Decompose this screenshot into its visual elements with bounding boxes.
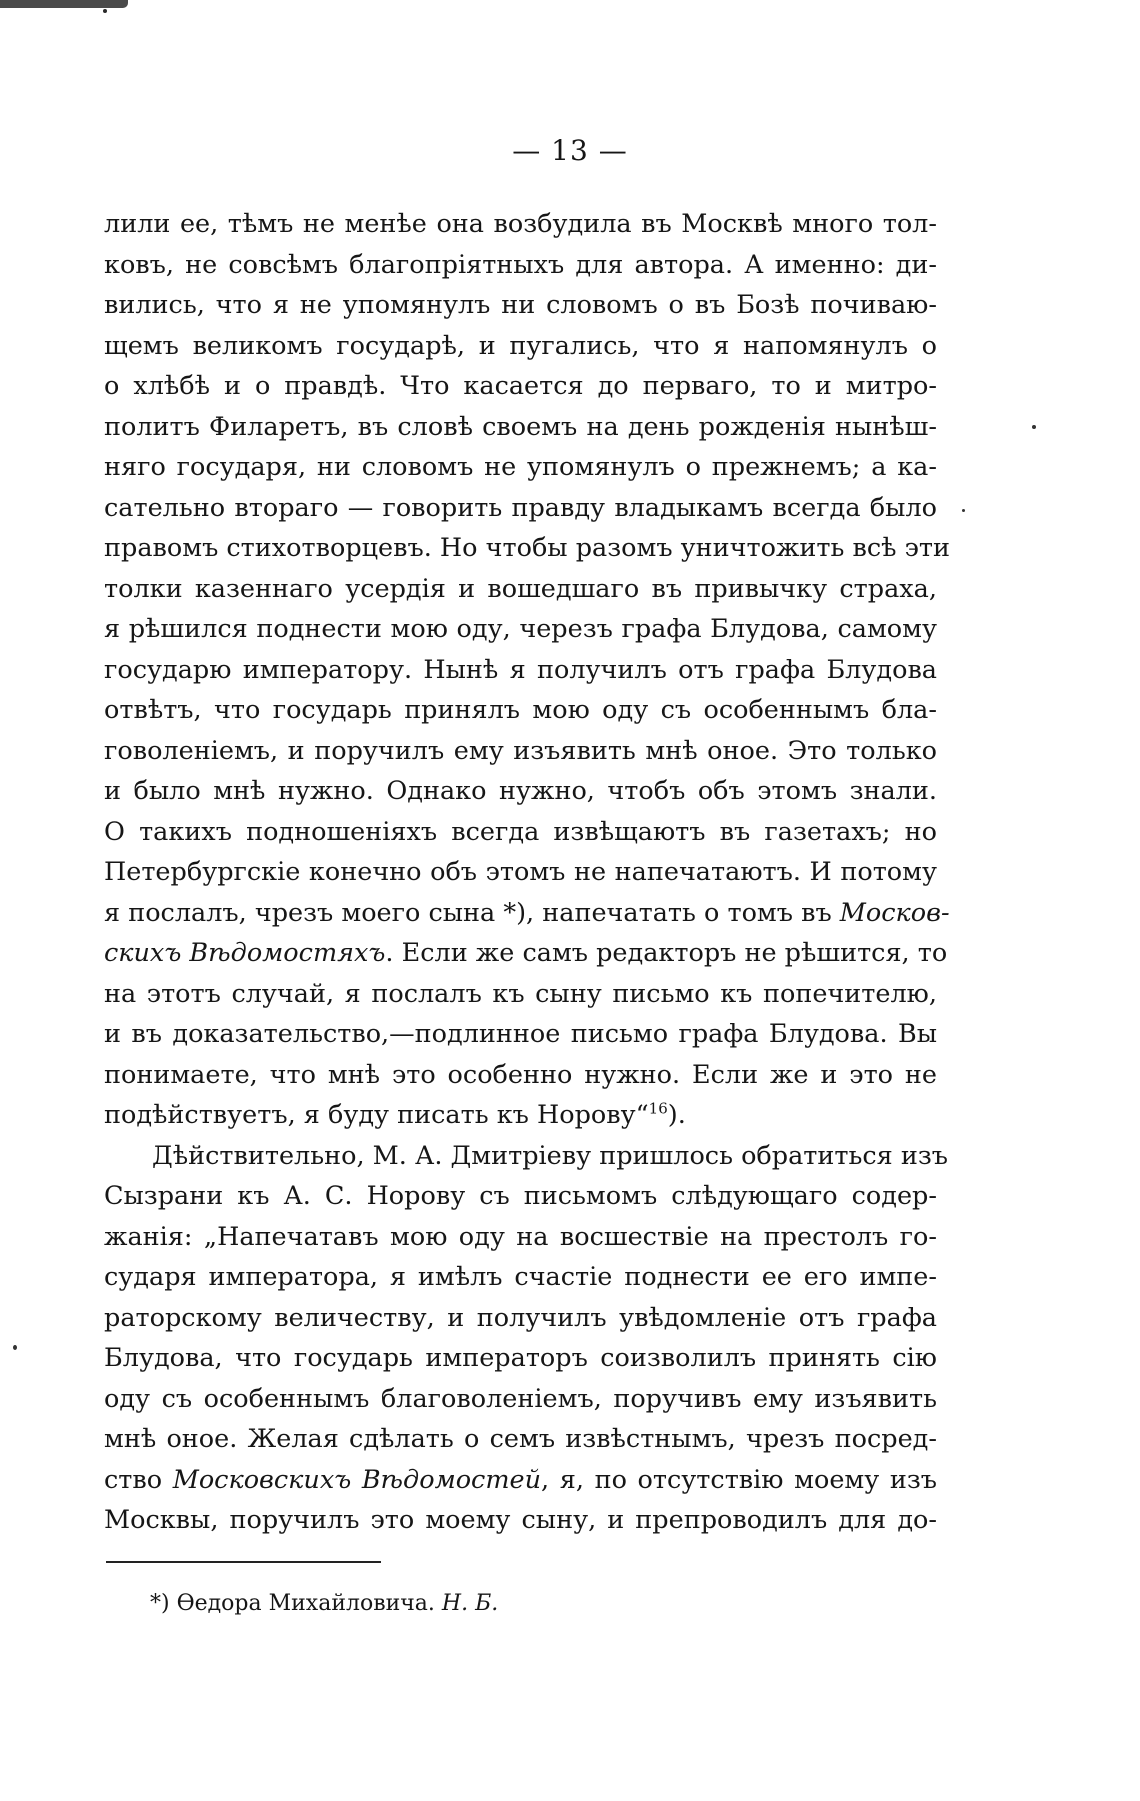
text-line: Сызрани къ А. С. Норову съ письмомъ слѣдующаго содер- [104,1181,937,1211]
text-line: на этотъ случай, я послалъ къ сыну письмо къ попечителю, [104,978,937,1009]
text-line: правомъ стихотворцевъ. Но чтобы разомъ уничтожить всѣ эти [104,533,951,563]
newspaper-title-italic: скихъ Вѣдомостяхъ [104,938,386,968]
text-run: я послалъ, чрезъ моего сына *), напечатать о томъ въ [104,897,840,928]
paragraph [104,1136,949,1541]
margin-speck [13,1345,17,1350]
text-line: государю императору. Нынѣ я получилъ отъ графа Блудова [104,654,937,685]
footnote-divider [106,1561,381,1563]
footnote-text: *) Ѳедора Михайловича. [150,1591,442,1616]
footnote-signature: Н. Б. [441,1591,499,1616]
footnote [150,1589,498,1619]
text-line: политъ Филаретъ, въ словѣ своемъ на день рожденія нынѣш- [104,411,937,442]
text-line: я рѣшился поднести мою оду, черезъ графа Блудова, самому [104,614,937,644]
text-line: о хлѣбѣ и о правдѣ. Что касается до перваго, то и митро- [104,371,937,401]
text-line: Блудова, что государь императоръ соизволилъ принять сію [104,1343,937,1373]
text-line [104,933,948,974]
text-run: . Если же самъ редакторъ не рѣшится, то [385,938,948,968]
note-reference: 16 [648,1099,668,1118]
margin-speck [1032,425,1036,429]
text-run: ство [104,1464,173,1495]
text-line: лили ее, тѣмъ не менѣе она возбудила въ Москвѣ много тол- [104,209,937,239]
paragraph [104,204,951,1136]
text-line: вились, что я не упомянулъ ни словомъ о въ Бозѣ почиваю- [104,290,937,320]
text-line [104,893,950,934]
text-line: сударя императора, я имѣлъ счастіе поднести ее его импе- [104,1262,937,1292]
text-line: щемъ великомъ государѣ, и пугались, что я напомянулъ о [104,330,937,361]
body-text [104,204,951,1541]
text-line: понимаете, что мнѣ это особенно нужно. Если же и это не [104,1059,937,1090]
text-line: и въ доказательство,—подлинное письмо графа Блудова. Вы [104,1019,937,1049]
text-run: подѣйствуетъ, я буду писать къ Норову“ [104,1100,649,1130]
text-line [104,1095,937,1136]
scan-edge-mark [0,0,128,8]
text-line: Москвы, поручилъ это моему сыну, и препроводилъ для до- [104,1505,937,1535]
text-line: говоленіемъ, и поручилъ ему изъявить мнѣ оное. Это только [104,735,937,766]
margin-speck [962,509,965,512]
newspaper-title-italic: Москов- [839,897,950,928]
text-line: и было мнѣ нужно. Однако нужно, чтобъ объ этомъ знали. [104,776,937,806]
text-line: толки казеннаго усердія и вошедшаго въ привычку страха, [104,573,937,604]
text-run: ). [667,1100,686,1130]
newspaper-title-italic: Московскихъ Вѣдомостей [172,1464,542,1495]
text-line [104,1460,937,1501]
text-line: раторскому величеству, и получилъ увѣдомленіе отъ графа [104,1302,937,1333]
text-line: Петербургскіе конечно объ этомъ не напечатаютъ. И потому [104,857,937,887]
text-line: отвѣтъ, что государь принялъ мою оду съ особеннымъ бла- [104,695,937,725]
text-run: , я, по отсутствію моему изъ [541,1464,937,1495]
page-number: — 13 — [512,134,628,167]
text-line: оду съ особеннымъ благоволеніемъ, поручивъ ему изъявить [104,1383,937,1414]
text-line: жанія: „Напечатавъ мою оду на восшествіе на престолъ го- [104,1221,937,1252]
text-line: мнѣ оное. Желая сдѣлать о семъ извѣстнымъ, чрезъ посред- [104,1424,937,1454]
text-line: сательно втораго — говорить правду владыкамъ всегда было [104,492,937,523]
text-line: няго государя, ни словомъ не упомянулъ о прежнемъ; а ка- [104,452,937,482]
text-line: Дѣйствительно, М. А. Дмитріеву пришлось обратиться изъ [152,1140,949,1171]
text-line: О такихъ подношеніяхъ всегда извѣщаютъ въ газетахъ; но [104,816,937,847]
scan-speck [103,9,107,13]
text-line: ковъ, не совсѣмъ благопріятныхъ для автора. А именно: ди- [104,249,937,280]
